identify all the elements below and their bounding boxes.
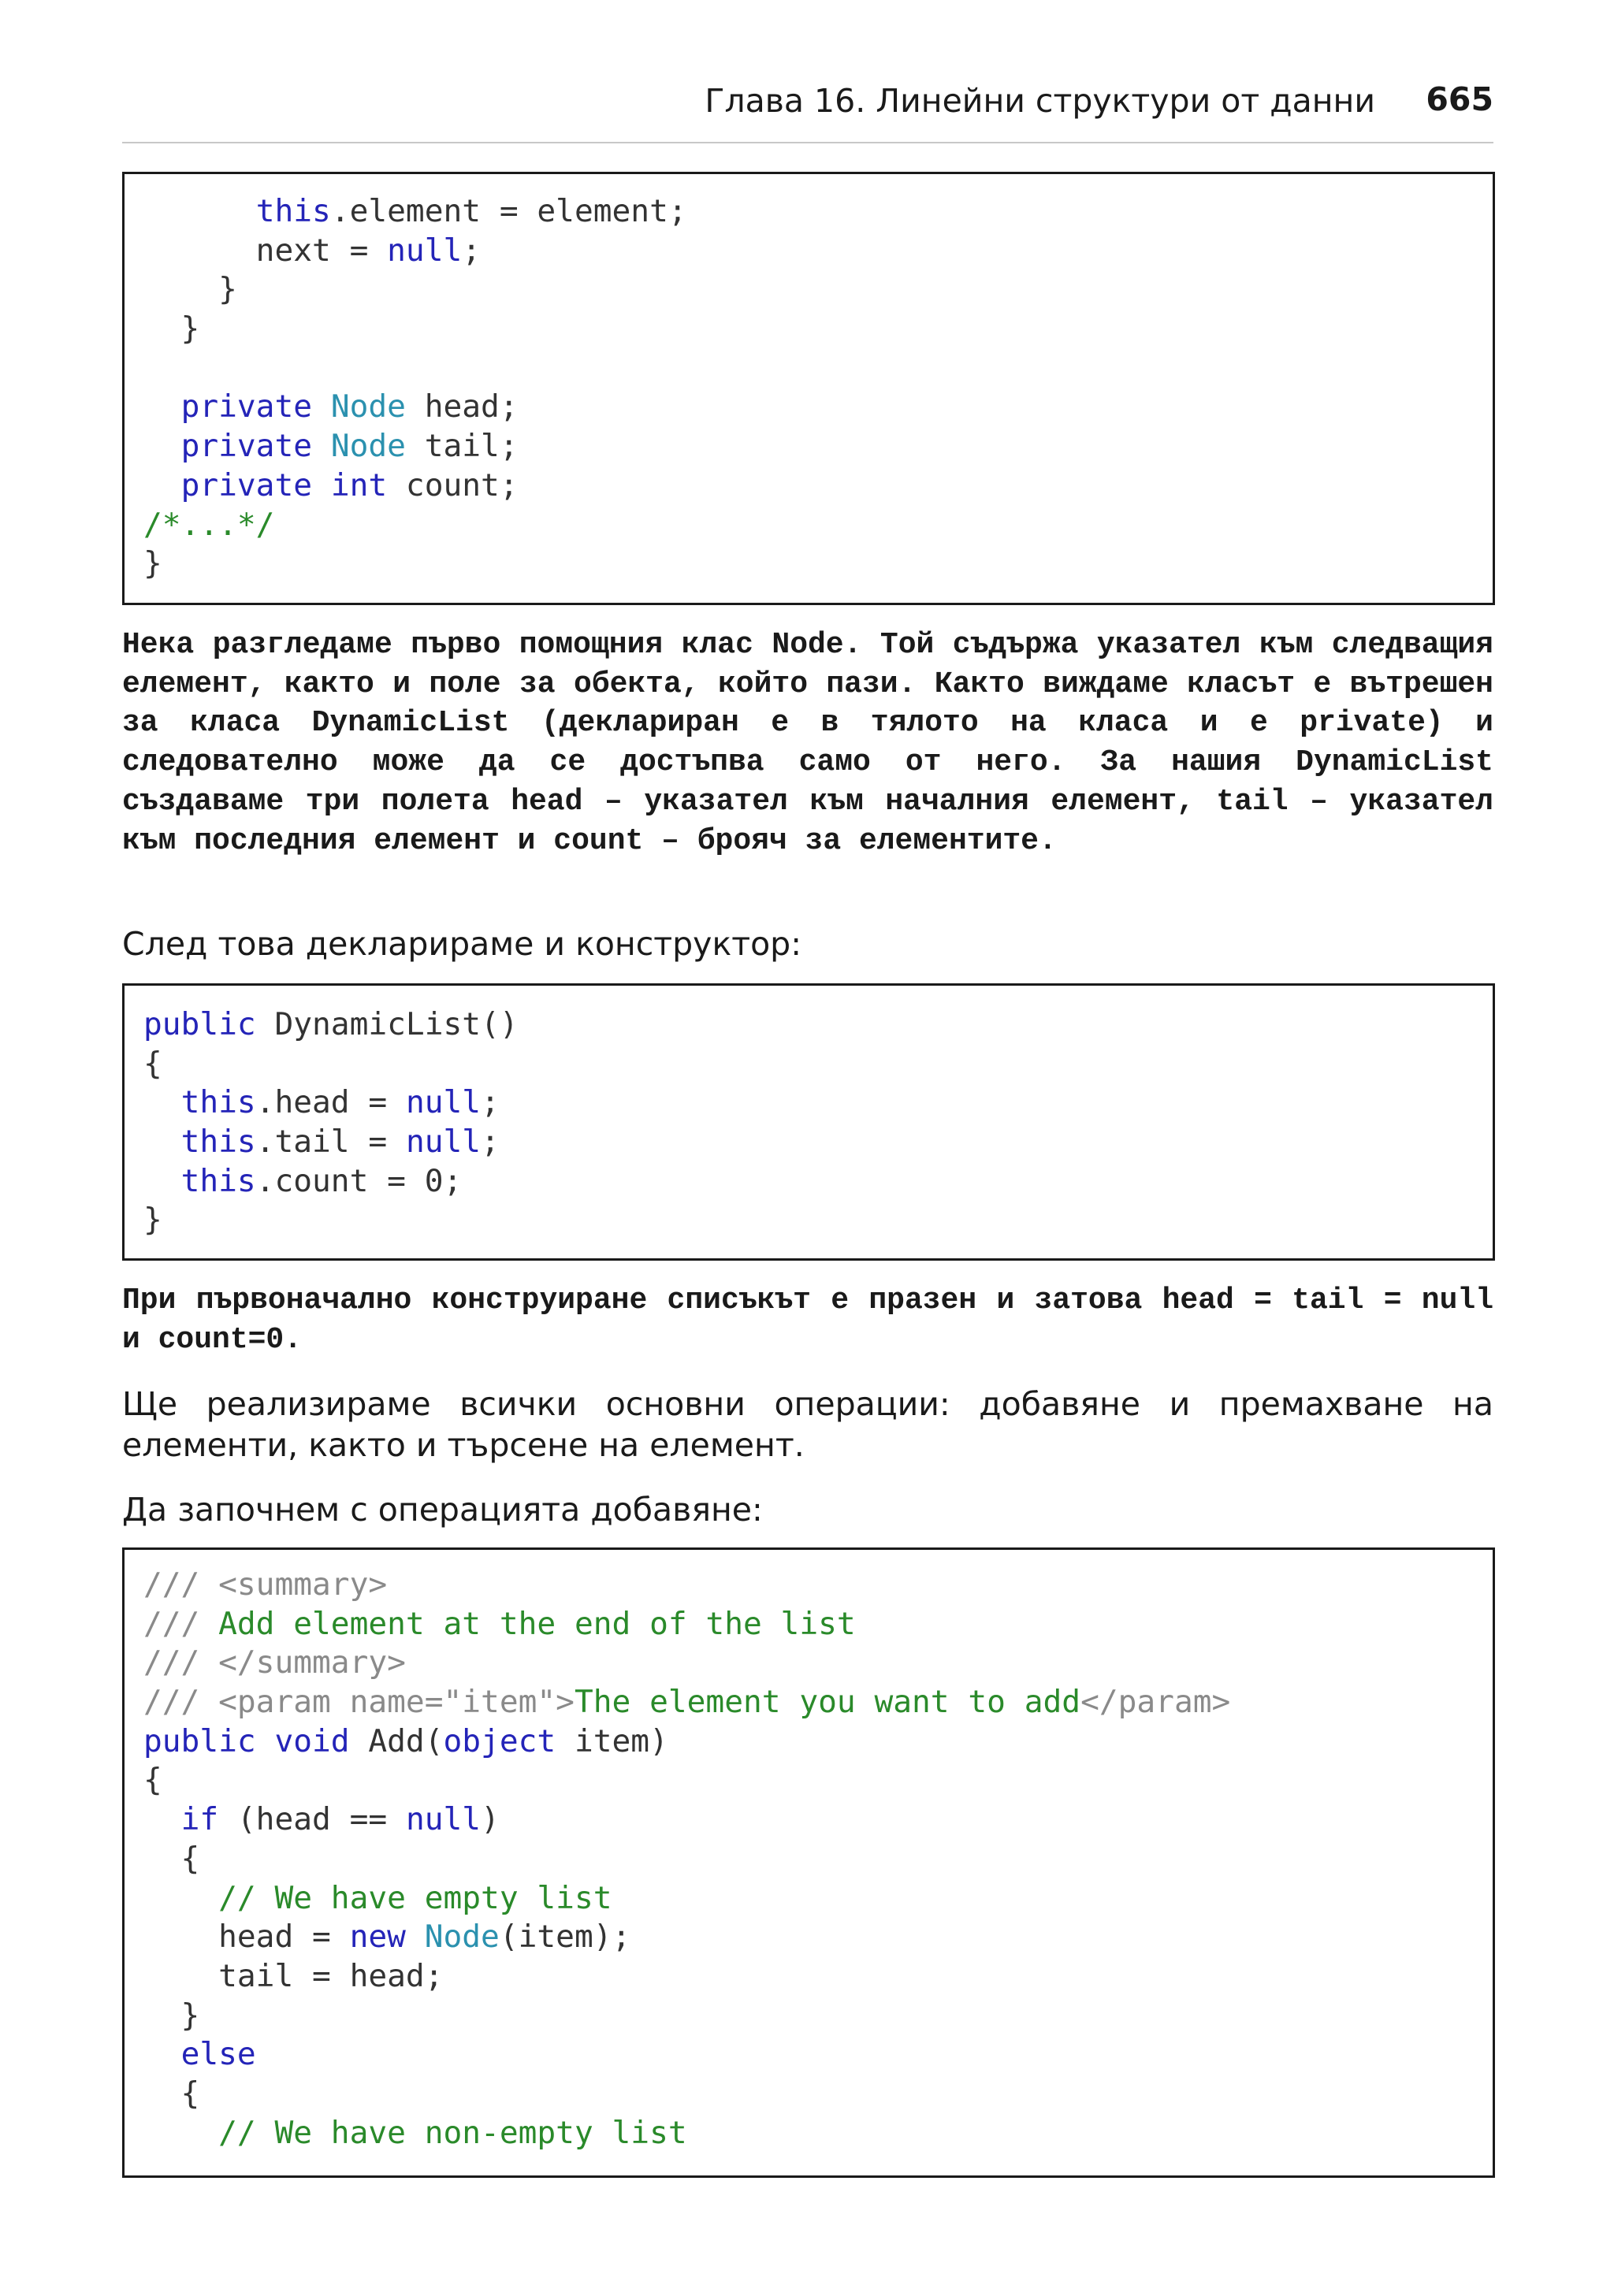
code-block-add-method — [122, 1547, 1495, 2178]
code-line: this.element = element; — [255, 193, 687, 229]
paragraph-operations: Ще реализираме всички основни операции: добавяне и премахване на елементи, както и търсене на елемент. — [122, 1385, 1493, 1464]
code-block-constructor — [122, 983, 1495, 1261]
code-line: /// <summary> — [143, 1566, 388, 1603]
paragraph-node-description: Нека разгледаме първо помощния клас Node. Той съдържа указател към следващия елемент, както и поле за обекта, който пази. Както виждаме класът е вътрешен за класа DynamicList (деклариран е в тялото на класа и е private) и следователно може да се достъпва само от него. За нашия DynamicList създаваме три полета head – указател към началния елемент, tail – указател към последния елемент и count – брояч за елементите. — [122, 628, 1493, 858]
code-line: this.head = null; — [180, 1084, 500, 1121]
code-line: } — [143, 1202, 162, 1239]
code-line: } — [143, 310, 200, 347]
code-line: private int count; — [180, 466, 519, 503]
code-block-node-fields — [122, 172, 1495, 605]
paragraph-add-intro: Да започнем с операцията добавяне: — [122, 1491, 763, 1529]
code-line: this.tail = null; — [180, 1124, 500, 1161]
code-line: private Node head; — [180, 388, 519, 425]
code-line — [143, 349, 1493, 388]
code-line: head = new Node(item); — [143, 1919, 631, 1956]
paragraph-constructor-intro: След това декларираме и конструктор: — [122, 925, 802, 963]
code-line: /// </summary> — [143, 1644, 406, 1681]
code-line: } — [143, 545, 162, 582]
chapter-title: Глава 16. Линейни структури от данни — [705, 82, 1375, 120]
page-number: 665 — [1426, 80, 1493, 118]
page-header — [122, 77, 1493, 143]
code-line: if (head == null) — [180, 1801, 500, 1838]
code-line: } — [143, 271, 237, 308]
code-text — [143, 1005, 1493, 1240]
code-line: /// Add element at the end of the list — [143, 1605, 856, 1642]
code-line: public void Add(object item) — [143, 1722, 668, 1759]
code-line: next = null; — [143, 232, 482, 269]
code-line: // We have empty list — [218, 1879, 612, 1916]
code-line: public DynamicList() — [143, 1006, 519, 1042]
code-line: } — [143, 1997, 200, 2034]
code-line: /*...*/ — [143, 506, 275, 543]
code-line: else — [180, 2036, 256, 2073]
code-text — [143, 192, 1493, 584]
code-line: { — [143, 1045, 162, 1082]
code-line: { — [143, 1762, 162, 1799]
code-line: /// <param name="item">The element you want to add</param> — [143, 1684, 1231, 1721]
code-line: { — [143, 2075, 200, 2112]
code-line: this.count = 0; — [180, 1162, 463, 1199]
paragraph-initial-state: При първоначално конструиране списъкът е празен и затова head = tail = null и count=0. — [122, 1284, 1493, 1357]
code-line: // We have non-empty list — [218, 2114, 687, 2151]
code-line: private Node tail; — [180, 428, 519, 465]
code-line: { — [143, 1840, 200, 1877]
code-line: tail = head; — [143, 1957, 444, 1994]
code-text — [143, 1566, 1493, 2153]
